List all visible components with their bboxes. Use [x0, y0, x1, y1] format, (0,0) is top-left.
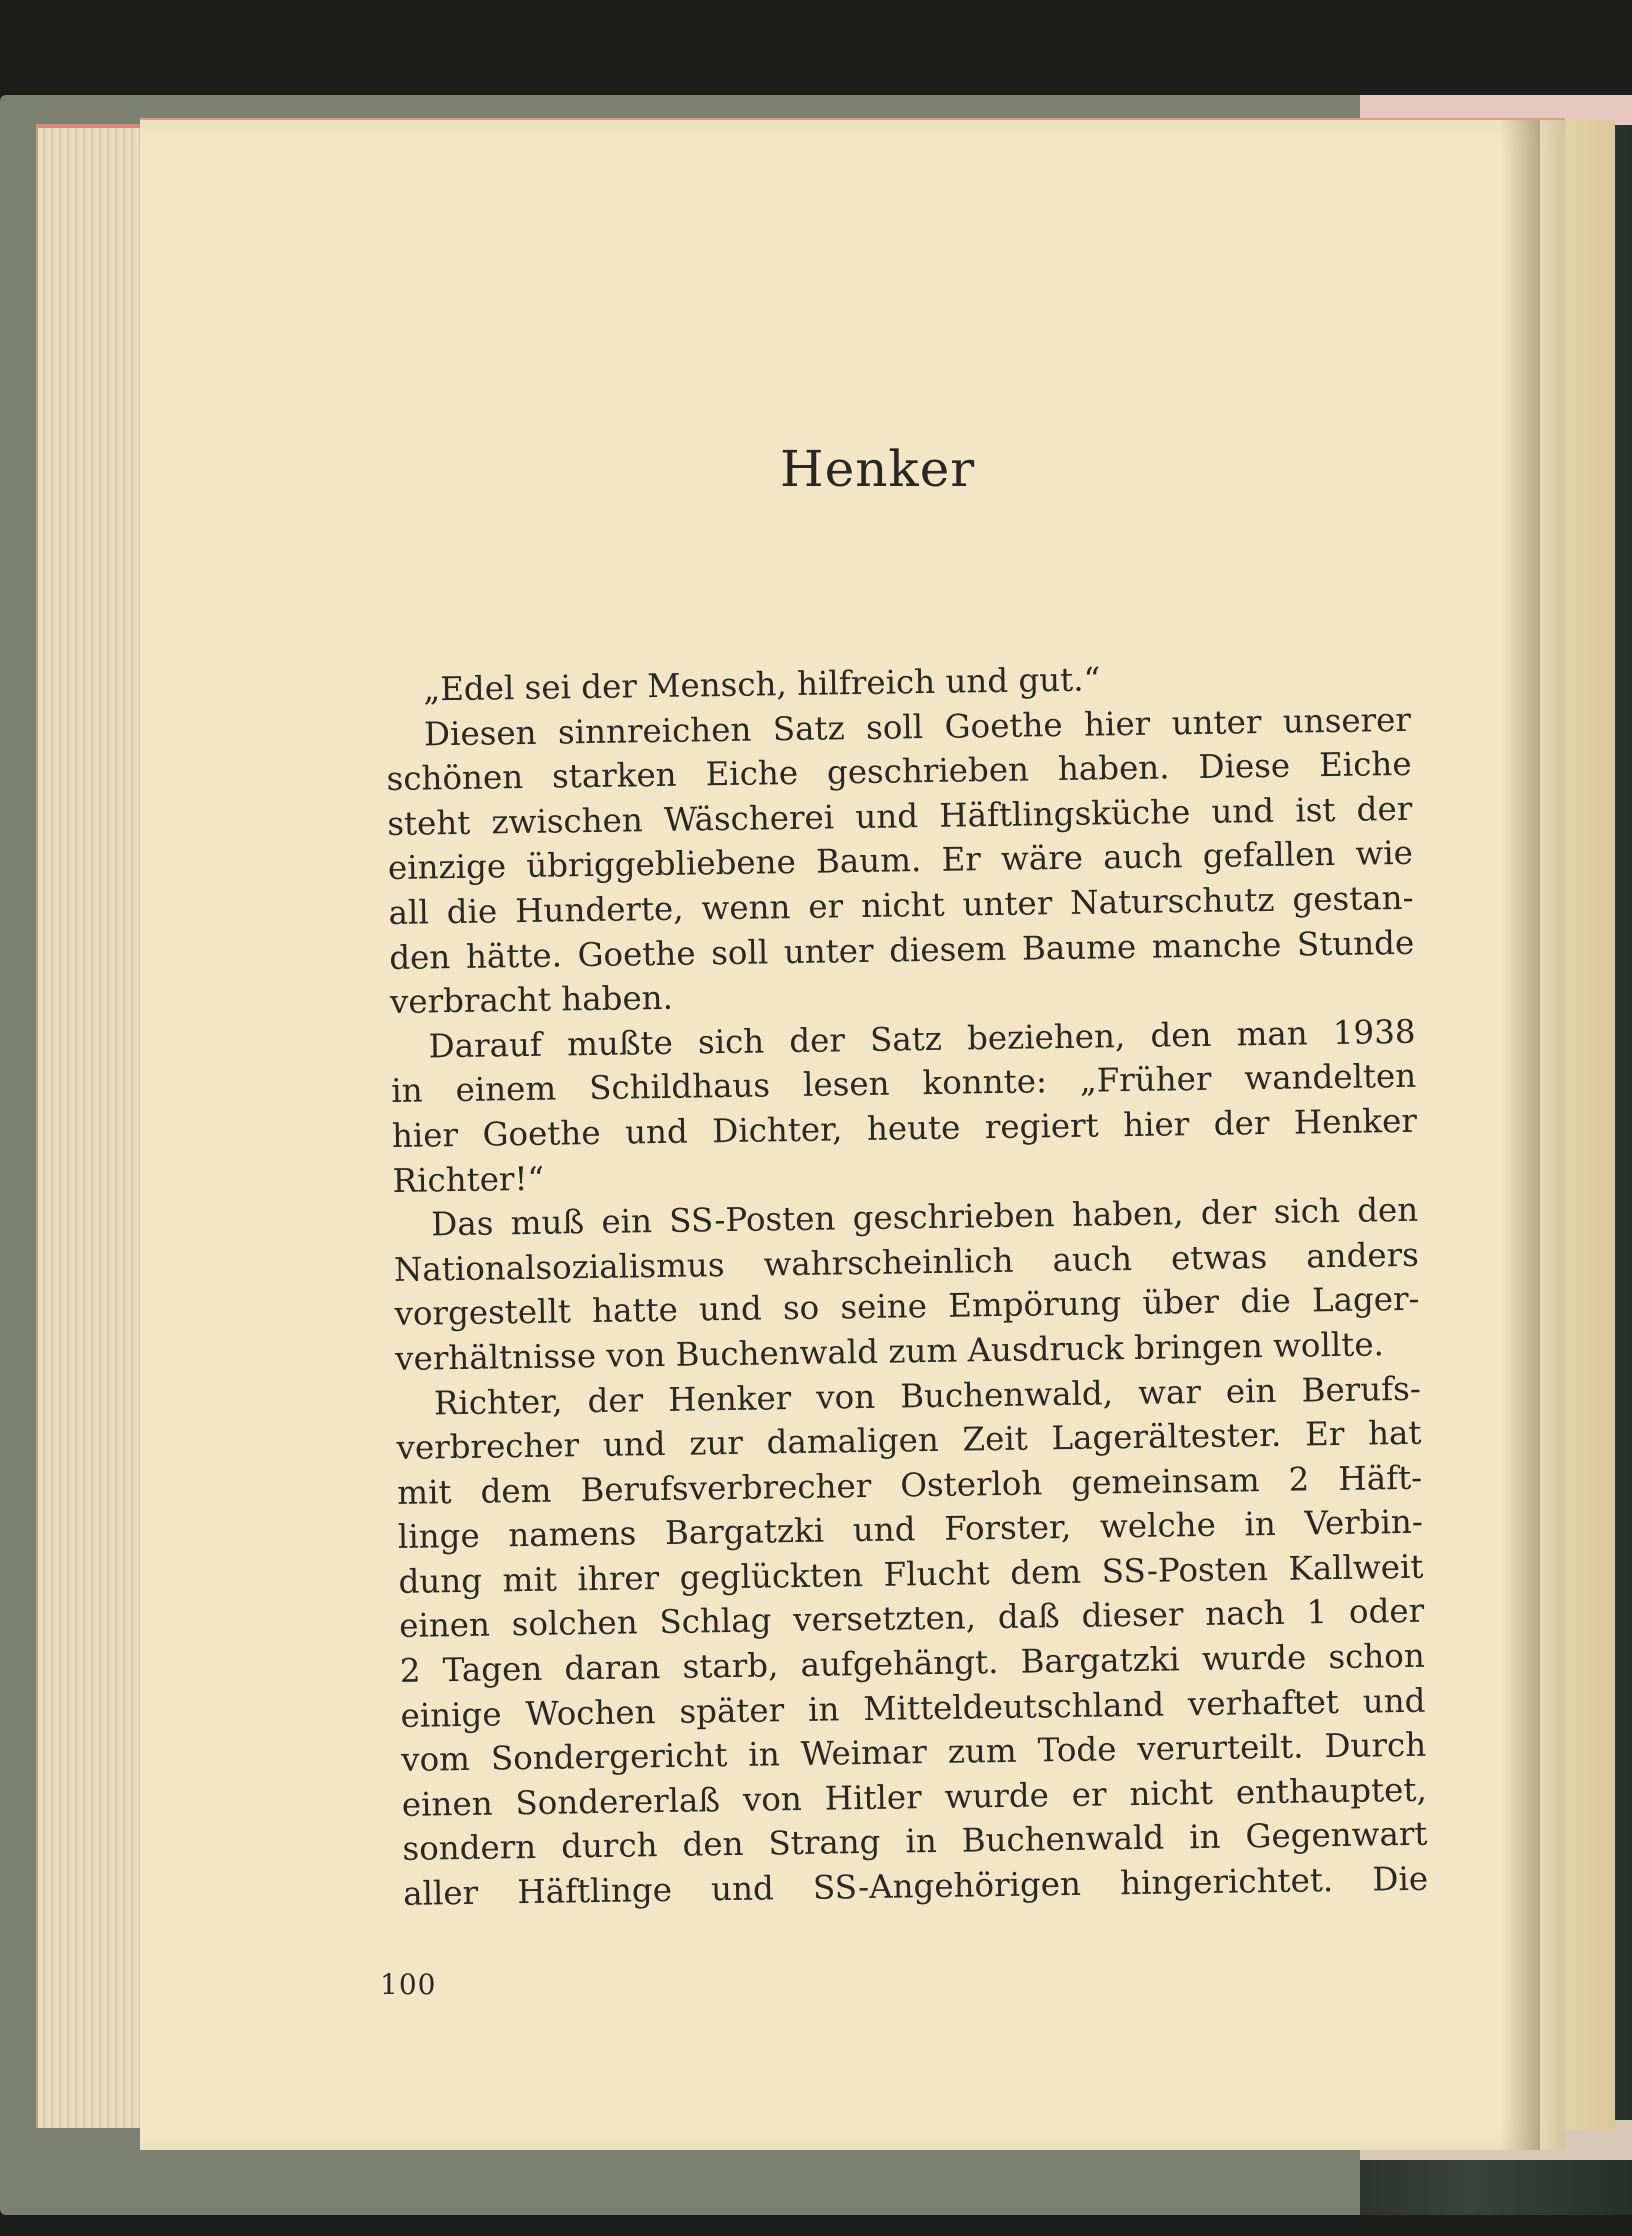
text-line: hier Goethe und Dichter, heute regiert hier der Henker [391, 1101, 1418, 1155]
text-line: vorgestellt hatte und so seine Empörung über die Lager- [394, 1280, 1420, 1334]
text-line: dung mit ihrer geglückten Flucht dem SS-Posten Kallweit [398, 1547, 1424, 1601]
text-line: einige Wochen später in Mitteldeutschland verhaftet und [400, 1681, 1426, 1735]
text-line: mit dem Berufsverbrecher Osterloh gemeinsam 2 Häft- [396, 1458, 1423, 1512]
text-line: verbracht haben. [389, 978, 674, 1022]
chapter-title: Henker [780, 440, 976, 498]
text-line: vom Sondergericht in Weimar zum Tode verurteilt. Durch [400, 1725, 1427, 1780]
page-number: 100 [380, 1968, 437, 2001]
text-line: verhältnisse von Buchenwald zum Ausdruck bringen wollte. [394, 1325, 1385, 1378]
text-line: Darauf mußte sich der Satz beziehen, den man 1938 [428, 1012, 1416, 1066]
text-line: verbrecher und zur damaligen Zeit Lagerältester. Er hat [396, 1413, 1422, 1468]
text-line: all die Hunderte, wenn er nicht unter Naturschutz gestan- [388, 878, 1414, 932]
body-text [385, 653, 1428, 1917]
text-line: Das muß ein SS-Posten geschrieben haben, der sich den [430, 1190, 1419, 1244]
text-line: Richter, der Henker von Buchenwald, war ein Berufs- [433, 1369, 1422, 1422]
page-stack [36, 128, 148, 2128]
text-line: Nationalsozialismus wahrscheinlich auch etwas anders [393, 1235, 1420, 1289]
text-line: Diesen sinnreichen Satz soll Goethe hier unter unserer [423, 700, 1412, 754]
text-line: den hätte. Goethe soll unter diesem Baume manche Stunde [389, 923, 1415, 977]
text-line: in einem Schildhaus lesen konnte: „Früher wandelten [390, 1057, 1417, 1111]
text-line: steht zwischen Wäscherei und Häftlingsküche und ist der [387, 789, 1413, 843]
text-line: Richter!“ [392, 1159, 545, 1200]
text-line: einzige übriggebliebene Baum. Er wäre auch gefallen wie [387, 834, 1414, 888]
spine-shadow [1500, 120, 1540, 2150]
text-line: sondern durch den Strang in Buchenwald in Gegenwart [402, 1815, 1428, 1869]
text-line: „Edel sei der Mensch, hilfreich und gut.“ [423, 660, 1101, 709]
text-line: schönen starken Eiche geschrieben haben. Diese Eiche [386, 744, 1412, 799]
text-line: 2 Tagen daran starb, aufgehängt. Bargatzki wurde schon [399, 1636, 1426, 1690]
text-line: linge namens Bargatzki und Forster, welche in Verbin- [397, 1502, 1424, 1557]
text-line: einen Sondererlaß von Hitler wurde er nicht enthauptet, [401, 1770, 1428, 1824]
text-line: einen solchen Schlag versetzten, daß dieser nach 1 oder [398, 1592, 1425, 1646]
text-line: aller Häftlinge und SS-Angehörigen hingerichtet. Die [402, 1859, 1429, 1913]
